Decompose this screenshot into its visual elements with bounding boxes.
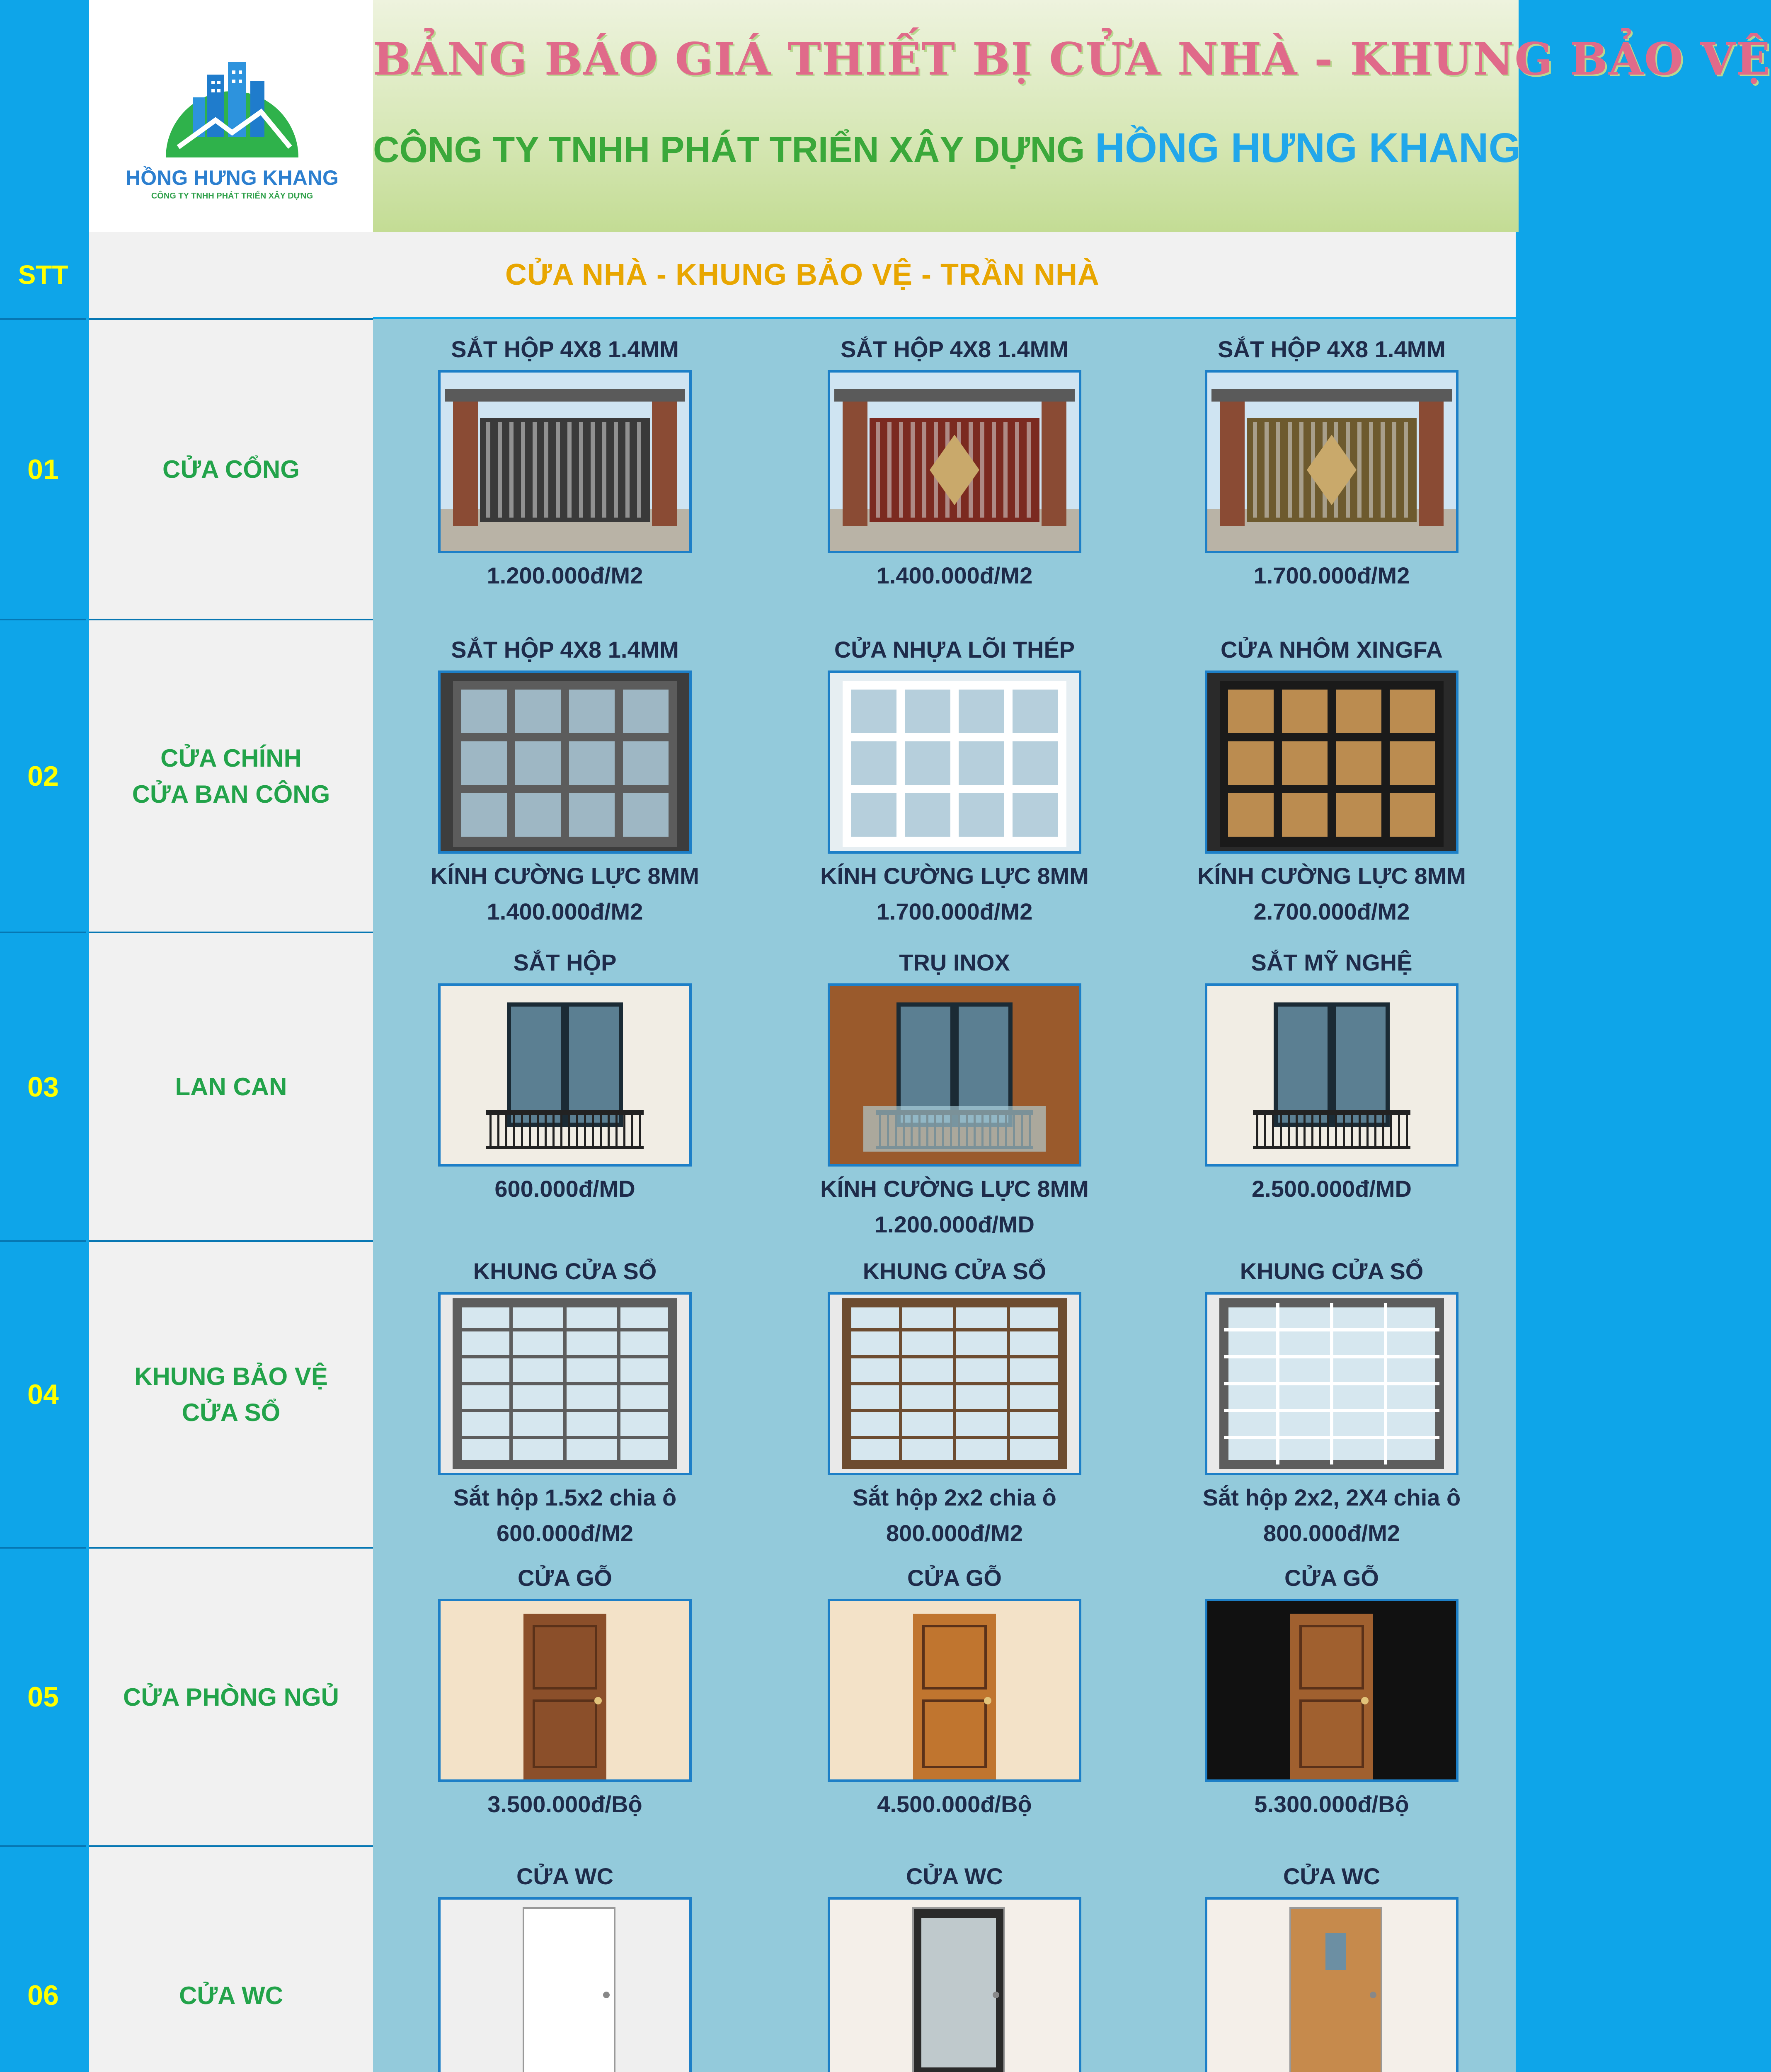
product-title: CỬA GỖ (518, 1565, 612, 1591)
product-note: Sắt hộp 2x2 chia ô (853, 1484, 1056, 1510)
product-cell (789, 638, 1120, 923)
product-price: 5.300.000đ/Bộ (1254, 1791, 1409, 1817)
product-title: SẮT HỘP 4X8 1.4MM (451, 336, 679, 362)
category-line: CỬA PHÒNG NGỦ (123, 1683, 339, 1711)
category-line: CỬA WC (179, 1981, 283, 2009)
stt-header: STT (18, 259, 68, 290)
logo-name: HỒNG HƯNG KHANG (126, 166, 339, 189)
product-price: 1.200.000đ/M2 (487, 562, 643, 588)
product-cell (1166, 338, 1497, 587)
product-note: Sắt hộp 1.5x2 chia ô (453, 1484, 677, 1510)
product-title: SẮT HỘP 4X8 1.4MM (841, 336, 1068, 362)
category-line: LAN CAN (175, 1073, 287, 1101)
row-number: 03 (27, 1071, 59, 1103)
product-cell (399, 638, 731, 923)
product-note: KÍNH CƯỜNG LỰC 8MM (1197, 863, 1466, 889)
product-title: KHUNG CỬA SỔ (862, 1258, 1047, 1284)
product-title: CỬA NHÔM XINGFA (1221, 637, 1443, 663)
window-photo (830, 1295, 1079, 1473)
product-cell (1166, 1865, 1497, 2072)
wood-door-photo (830, 1601, 1079, 1779)
category-line: CỬA CỔNG (162, 455, 300, 483)
product-title: KHUNG CỬA SỔ (1240, 1258, 1424, 1284)
product-cell (399, 951, 731, 1201)
product-price: 1.700.000đ/M2 (876, 898, 1033, 925)
product-title: CỬA WC (906, 1863, 1003, 1889)
product-price: 600.000đ/M2 (497, 1520, 633, 1546)
window-photo (441, 1295, 689, 1473)
product-title: SẮT MỸ NGHỆ (1251, 949, 1412, 975)
product-price: 600.000đ/MD (494, 1176, 635, 1202)
category-line: KHUNG BẢO VỆ (134, 1363, 328, 1390)
product-price: 1.400.000đ/M2 (876, 562, 1033, 588)
product-title: CỬA WC (516, 1863, 614, 1889)
product-title: CỬA NHỰA LÕI THÉP (834, 637, 1075, 663)
railing-photo (441, 986, 689, 1164)
company-line (373, 124, 1519, 172)
product-price: 3.500.000đ/Bộ (487, 1791, 642, 1817)
product-cell (399, 338, 731, 587)
product-title: CỬA GỖ (1284, 1565, 1379, 1591)
product-cell (789, 338, 1120, 587)
category-name (89, 1548, 373, 1846)
railing-photo (1207, 986, 1456, 1164)
category-line: CỬA CHÍNH (160, 744, 302, 772)
row-number: 05 (27, 1681, 59, 1713)
product-price: 1.700.000đ/M2 (1253, 562, 1410, 588)
category-line: CỬA BAN CÔNG (132, 780, 330, 808)
product-price: 800.000đ/M2 (886, 1520, 1023, 1546)
page-title: BẢNG BÁO GIÁ THIẾT BỊ CỬA NHÀ - KHUNG BẢO VỆ (373, 33, 1771, 85)
gate-photo (441, 373, 689, 551)
wc-door-photo (830, 1900, 1079, 2072)
category-name (89, 620, 373, 932)
product-cell (789, 1865, 1120, 2072)
product-price: 1.200.000đ/MD (875, 1211, 1034, 1237)
product-title: SẮT HỘP (513, 949, 617, 975)
section-banner: CỬA NHÀ - KHUNG BẢO VỆ - TRẦN NHÀ (89, 232, 1516, 317)
row-number: 01 (27, 453, 59, 485)
product-price: 800.000đ/M2 (1263, 1520, 1400, 1546)
product-title: SẮT HỘP 4X8 1.4MM (1218, 336, 1446, 362)
product-cell (789, 951, 1120, 1236)
product-cell (399, 1566, 731, 1816)
product-cell (789, 1260, 1120, 1545)
category-name (89, 932, 373, 1241)
product-note: KÍNH CƯỜNG LỰC 8MM (431, 863, 699, 889)
category-name (89, 1241, 373, 1548)
product-cell (1166, 638, 1497, 923)
railing-photo (830, 986, 1079, 1164)
door-photo (1207, 673, 1456, 851)
product-title: KHUNG CỬA SỔ (473, 1258, 657, 1284)
row-number: 04 (27, 1379, 59, 1410)
product-price: 1.400.000đ/M2 (487, 898, 643, 925)
product-title: SẮT HỘP 4X8 1.4MM (451, 637, 679, 663)
product-note: KÍNH CƯỜNG LỰC 8MM (820, 1176, 1089, 1202)
row-number: 02 (27, 760, 59, 792)
company-brand: HỒNG HƯNG KHANG (1095, 125, 1521, 171)
logo-icon (153, 58, 311, 174)
wc-door-photo (441, 1900, 689, 2072)
category-name (89, 319, 373, 620)
door-photo (441, 673, 689, 851)
gate-photo (1207, 373, 1456, 551)
product-title: CỬA GỖ (907, 1565, 1002, 1591)
product-note: KÍNH CƯỜNG LỰC 8MM (820, 863, 1089, 889)
product-cell (1166, 951, 1497, 1201)
product-price: 4.500.000đ/Bộ (877, 1791, 1032, 1817)
wc-door-photo (1207, 1900, 1456, 2072)
window-photo (1207, 1295, 1456, 1473)
door-photo (830, 673, 1079, 851)
wood-door-photo (441, 1601, 689, 1779)
product-cell (1166, 1260, 1497, 1545)
product-cell (399, 1260, 731, 1545)
company-prefix: CÔNG TY TNHH PHÁT TRIỂN XÂY DỰNG (373, 129, 1085, 170)
product-price: 2.500.000đ/MD (1252, 1176, 1412, 1202)
product-price: 2.700.000đ/M2 (1253, 898, 1410, 925)
category-name (89, 1846, 373, 2072)
category-line: CỬA SỔ (182, 1399, 281, 1426)
product-cell (789, 1566, 1120, 1816)
logo-tagline: CÔNG TY TNHH PHÁT TRIỂN XÂY DỰNG (151, 191, 313, 201)
wood-door-photo (1207, 1601, 1456, 1779)
product-cell (1166, 1566, 1497, 1816)
product-cell (399, 1865, 731, 2072)
gate-photo (830, 373, 1079, 551)
row-number: 06 (27, 1980, 59, 2011)
product-note: Sắt hộp 2x2, 2X4 chia ô (1202, 1484, 1461, 1510)
product-title: CỬA WC (1283, 1863, 1381, 1889)
product-title: TRỤ INOX (899, 949, 1010, 975)
